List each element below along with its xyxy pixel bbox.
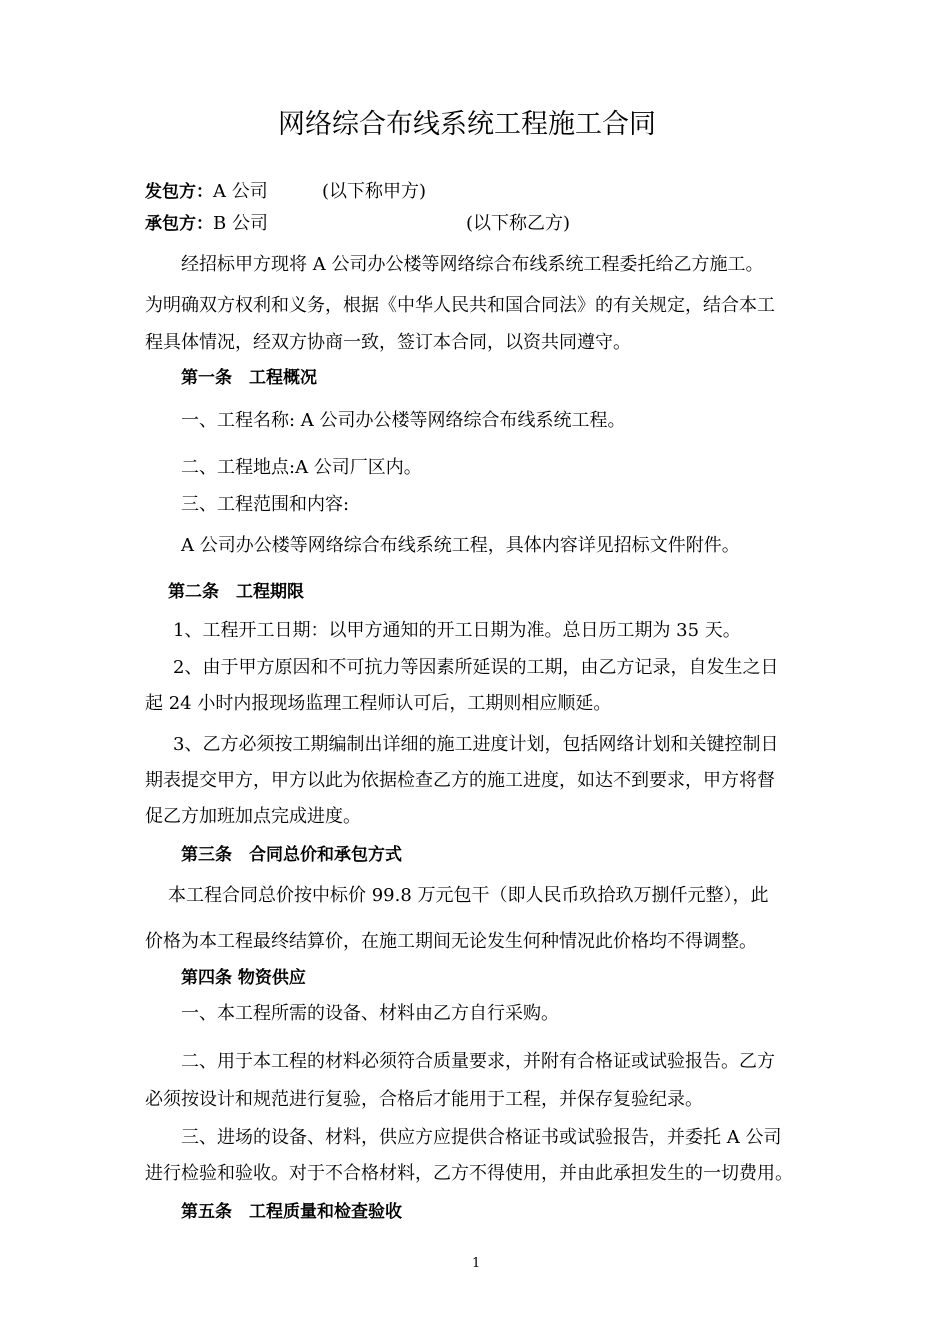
duration-item-3: 促乙方加班加点完成进度。 xyxy=(145,806,361,827)
contractor-label: 承包方： xyxy=(145,214,213,234)
scope-text: A 公司办公楼等网络综合布线系统工程，具体内容详见招标文件附件。 xyxy=(181,535,740,556)
contractor-name: B 公司 xyxy=(213,213,268,234)
article-3-heading: 第三条 合同总价和承包方式 xyxy=(181,845,402,865)
article-1-heading: 第一条 工程概况 xyxy=(181,368,317,388)
intro-line: 为明确双方权利和义务，根据《中华人民共和国合同法》的有关规定，结合本工 xyxy=(145,295,775,316)
intro-line: 程具体情况，经双方协商一致，签订本合同，以资共同遵守。 xyxy=(145,332,631,353)
client-note: (以下称甲方) xyxy=(322,181,427,202)
contractor-line xyxy=(145,212,268,236)
article-2-heading: 第二条 工程期限 xyxy=(168,582,304,602)
duration-item-3: 期表提交甲方，甲方以此为依据检查乙方的施工进度，如达不到要求，甲方将督 xyxy=(145,770,775,791)
project-name: 一、工程名称: A 公司办公楼等网络综合布线系统工程。 xyxy=(181,410,626,431)
article-4-heading: 第四条 物资供应 xyxy=(181,968,306,988)
price-text: 价格为本工程最终结算价，在施工期间无论发生何种情况此价格均不得调整。 xyxy=(145,931,757,952)
page-number: 1 xyxy=(472,1256,481,1271)
price-text: 本工程合同总价按中标价 99.8 万元包干（即人民币玖拾玖万捌仟元整），此 xyxy=(168,885,769,906)
supply-item-2: 必须按设计和规范进行复验，合格后才能用于工程，并保存复验纪录。 xyxy=(145,1089,703,1110)
project-location: 二、工程地点:A 公司厂区内。 xyxy=(181,457,422,478)
intro-line: 经招标甲方现将 A 公司办公楼等网络综合布线系统工程委托给乙方施工。 xyxy=(181,254,764,275)
duration-item-2: 起 24 小时内报现场监理工程师认可后，工期则相应顺延。 xyxy=(145,693,612,714)
page-title: 网络综合布线系统工程施工合同 xyxy=(278,109,656,140)
contractor-note: (以下称乙方) xyxy=(466,213,571,234)
scope-label: 三、工程范围和内容: xyxy=(181,494,350,515)
duration-item-2: 2、由于甲方原因和不可抗力等因素所延误的工期，由乙方记录，自发生之日 xyxy=(173,657,779,678)
supply-item-3: 进行检验和验收。对于不合格材料，乙方不得使用，并由此承担发生的一切费用。 xyxy=(145,1163,793,1184)
supply-item-2: 二、用于本工程的材料必须符合质量要求，并附有合格证或试验报告。乙方 xyxy=(181,1051,775,1072)
article-5-heading: 第五条 工程质量和检查验收 xyxy=(181,1202,402,1222)
supply-item-1: 一、本工程所需的设备、材料由乙方自行采购。 xyxy=(181,1003,559,1024)
client-line xyxy=(145,180,268,204)
duration-item-1: 1、工程开工日期：以甲方通知的开工日期为准。总日历工期为 35 天。 xyxy=(173,620,741,641)
supply-item-3: 三、进场的设备、材料，供应方应提供合格证书或试验报告，并委托 A 公司 xyxy=(181,1127,782,1148)
client-name: A 公司 xyxy=(213,181,268,202)
duration-item-3: 3、乙方必须按工期编制出详细的施工进度计划，包括网络计划和关键控制日 xyxy=(173,734,779,755)
client-label: 发包方： xyxy=(145,182,213,202)
